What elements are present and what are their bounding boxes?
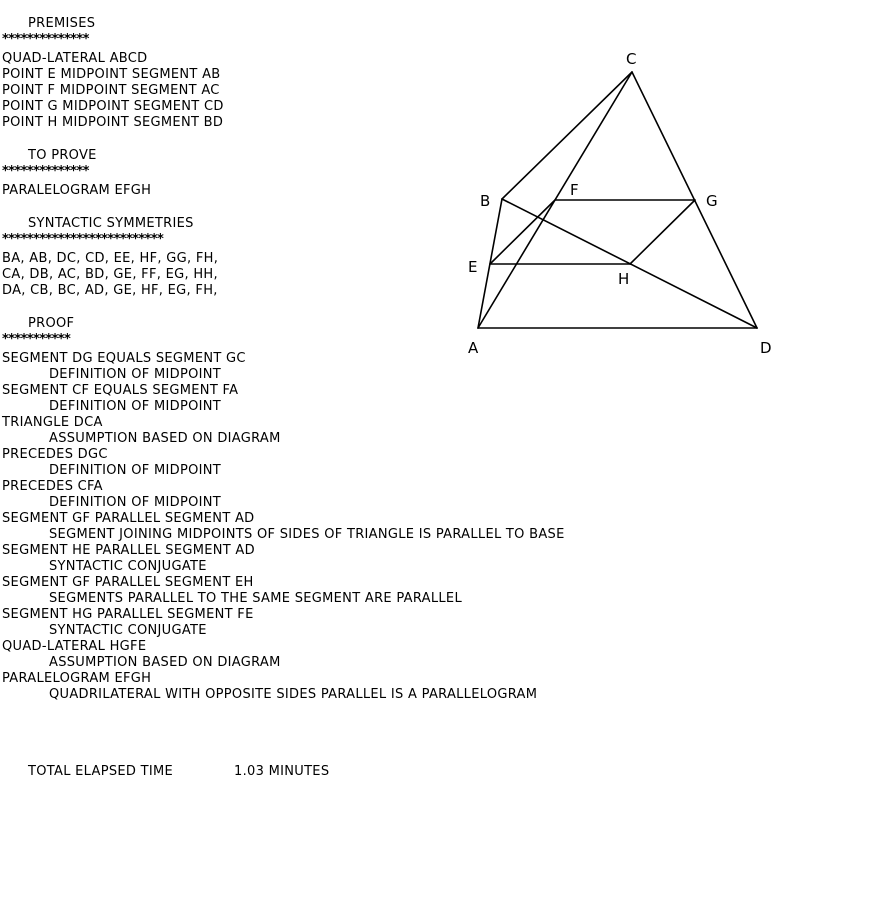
proof-statement: SEGMENT DG EQUALS SEGMENT GC [2, 351, 246, 366]
segment-gh [630, 200, 695, 264]
proof-reason: ASSUMPTION BASED ON DIAGRAM [49, 431, 281, 446]
proof-reason: DEFINITION OF MIDPOINT [49, 367, 222, 382]
premise-line: POINT G MIDPOINT SEGMENT CD [2, 99, 224, 114]
proof-statement: QUAD-LATERAL HGFE [2, 639, 147, 654]
proof-statement: SEGMENT HE PARALLEL SEGMENT AD [2, 543, 255, 558]
symmetry-line: BA, AB, DC, CD, EE, HF, GG, FH, [2, 251, 219, 266]
proof-divider: *********** [2, 332, 71, 347]
premise-line: POINT E MIDPOINT SEGMENT AB [2, 67, 221, 82]
proof-reason: DEFINITION OF MIDPOINT [49, 495, 222, 510]
label-b: B [480, 192, 491, 210]
symmetries-title: SYNTACTIC SYMMETRIES [28, 216, 194, 231]
to-prove-divider: ************** [2, 164, 89, 179]
premise-line: POINT F MIDPOINT SEGMENT AC [2, 83, 220, 98]
label-h: H [618, 270, 630, 288]
label-e: E [468, 258, 478, 276]
label-f: F [570, 181, 579, 199]
proof-statement: PARALELOGRAM EFGH [2, 671, 152, 686]
to-prove-line: PARALELOGRAM EFGH [2, 183, 152, 198]
proof-statement: PRECEDES CFA [2, 479, 103, 494]
proof-title: PROOF [28, 316, 75, 331]
premises-divider: ************** [2, 32, 89, 47]
symmetries-divider: ************************** [2, 232, 164, 247]
geometry-diagram [460, 40, 780, 360]
proof-reason: SEGMENT JOINING MIDPOINTS OF SIDES OF TRIANGLE IS PARALLEL TO BASE [49, 527, 565, 542]
label-c: C [626, 50, 637, 68]
proof-reason: SEGMENTS PARALLEL TO THE SAME SEGMENT ARE PARALLEL [49, 591, 462, 606]
proof-reason: DEFINITION OF MIDPOINT [49, 399, 222, 414]
symmetry-line: DA, CB, BC, AD, GE, HF, EG, FH, [2, 283, 218, 298]
proof-reason: DEFINITION OF MIDPOINT [49, 463, 222, 478]
label-a: A [468, 339, 479, 357]
proof-reason: SYNTACTIC CONJUGATE [49, 559, 207, 574]
label-g: G [706, 192, 718, 210]
proof-reason: ASSUMPTION BASED ON DIAGRAM [49, 655, 281, 670]
proof-reason: SYNTACTIC CONJUGATE [49, 623, 207, 638]
to-prove-title: TO PROVE [28, 148, 97, 163]
elapsed-time-value: 1.03 MINUTES [234, 764, 330, 779]
proof-statement: SEGMENT GF PARALLEL SEGMENT AD [2, 511, 255, 526]
proof-reason: QUADRILATERAL WITH OPPOSITE SIDES PARALLEL IS A PARALLELOGRAM [49, 687, 538, 702]
elapsed-time-label: TOTAL ELAPSED TIME [28, 764, 174, 779]
premise-line: POINT H MIDPOINT SEGMENT BD [2, 115, 224, 130]
symmetry-line: CA, DB, AC, BD, GE, FF, EG, HH, [2, 267, 218, 282]
proof-statement: SEGMENT CF EQUALS SEGMENT FA [2, 383, 239, 398]
proof-statement: PRECEDES DGC [2, 447, 108, 462]
label-d: D [760, 339, 772, 357]
premise-line: QUAD-LATERAL ABCD [2, 51, 148, 66]
proof-statement: SEGMENT HG PARALLEL SEGMENT FE [2, 607, 254, 622]
proof-statement: SEGMENT GF PARALLEL SEGMENT EH [2, 575, 254, 590]
premises-title: PREMISES [28, 16, 96, 31]
proof-statement: TRIANGLE DCA [2, 415, 103, 430]
